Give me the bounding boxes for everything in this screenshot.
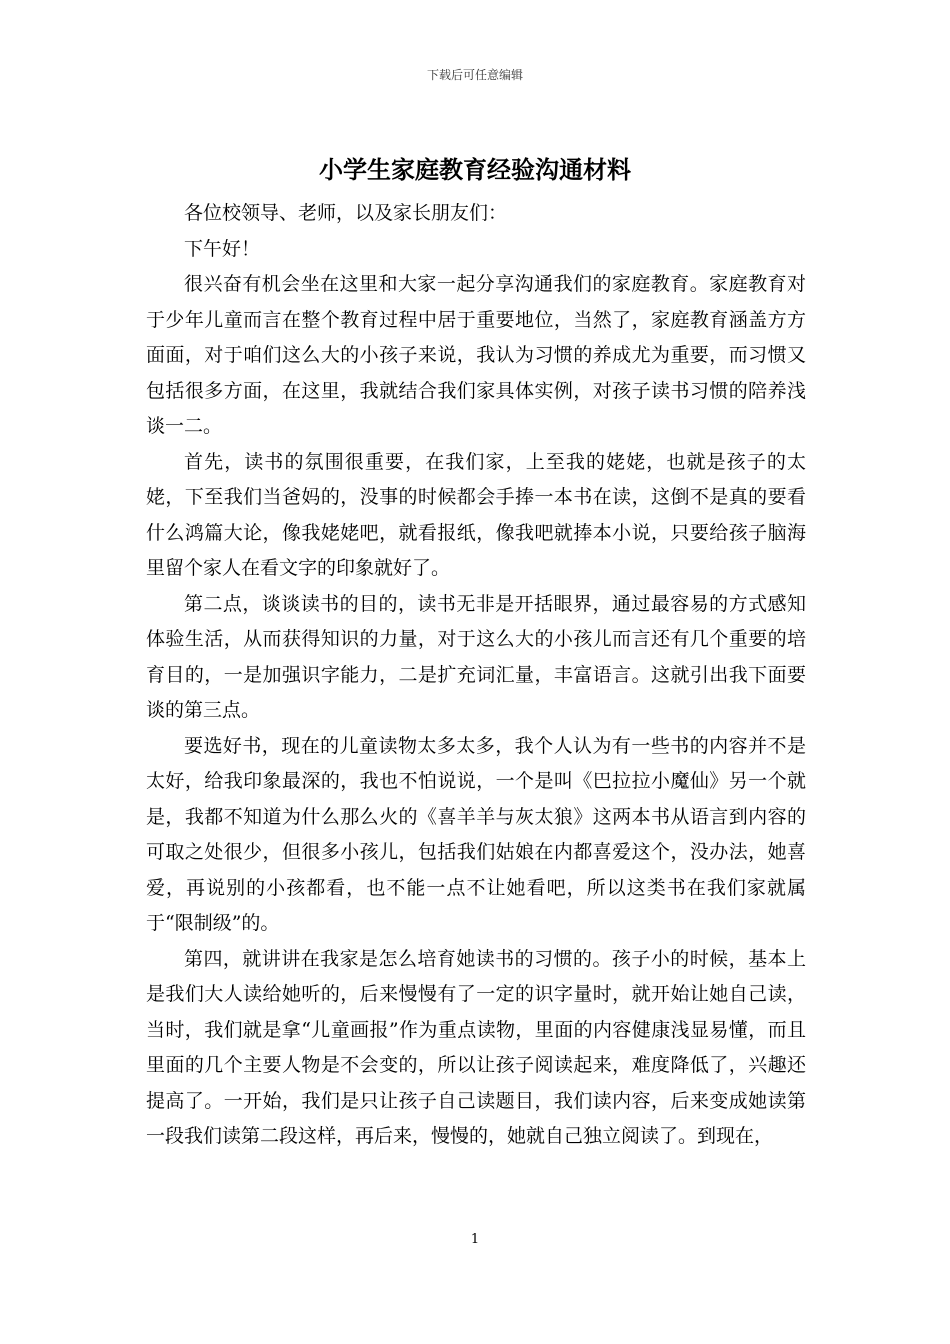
header-note: 下载后可任意编辑: [426, 68, 523, 82]
paragraph-salutation: 各位校领导、老师，以及家长朋友们：: [184, 202, 508, 224]
document-title: 小学生家庭教育经验沟通材料: [319, 155, 631, 184]
paragraph-third-point: 要选好书，现在的儿童读物太多太多，我个人认为有一些书的内容并不是太好，给我印象最深的，我也不怕说说，一个是叫《巴拉拉小魔仙》另一个就是，我都不知道为什么那么火的《喜羊羊与灰太狼》这两本书从语言到内容的可取之处很少，但很多小孩儿，包括我们姑娘在内都喜爱这个，没办法，她喜爱，再说别的小孩都看，也不能一点不让她看吧，所以这类书在我们家就属于“限制级”的。: [146, 734, 806, 934]
paragraph-second-point: 第二点，谈谈读书的目的，读书无非是开括眼界，通过最容易的方式感知体验生活，从而获得知识的力量，对于这么大的小孩儿而言还有几个重要的培育目的，一是加强识字能力，二是扩充词汇量，丰富语言。这就引出我下面要谈的第三点。: [146, 592, 806, 721]
paragraph-first-point: 首先，读书的氛围很重要，在我们家，上至我的姥姥，也就是孩子的太姥，下至我们当爸妈的，没事的时候都会手捧一本书在读，这倒不是真的要看什么鸿篇大论，像我姥姥吧，就看报纸，像我吧就捧本小说，只要给孩子脑海里留个家人在看文字的印象就好了。: [146, 450, 806, 579]
document-body: [146, 196, 806, 1155]
page-number: 1: [470, 1232, 480, 1247]
paragraph-fourth-point: 第四，就讲讲在我家是怎么培育她读书的习惯的。孩子小的时候，基本上是我们大人读给她听的，后来慢慢有了一定的识字量时，就开始让她自己读，当时，我们就是拿“儿童画报”作为重点读物，里面的内容健康浅显易懂，而且里面的几个主要人物是不会变的，所以让孩子阅读起来，难度降低了，兴趣还提高了。一开始，我们是只让孩子自己读题目，我们读内容，后来变成她读第一段我们读第二段这样，再后来，慢慢的，她就自己独立阅读了。到现在，: [146, 947, 806, 1147]
paragraph-greeting: 下午好！: [184, 237, 261, 260]
paragraph-intro: 很兴奋有机会坐在这里和大家一起分享沟通我们的家庭教育。家庭教育对于少年儿童而言在整个教育过程中居于重要地位，当然了，家庭教育涵盖方方面面，对于咱们这么大的小孩子来说，我认为习惯的养成尤为重要，而习惯又包括很多方面，在这里，我就结合我们家具体实例，对孩子读书习惯的陪养浅谈一二。: [146, 273, 806, 437]
